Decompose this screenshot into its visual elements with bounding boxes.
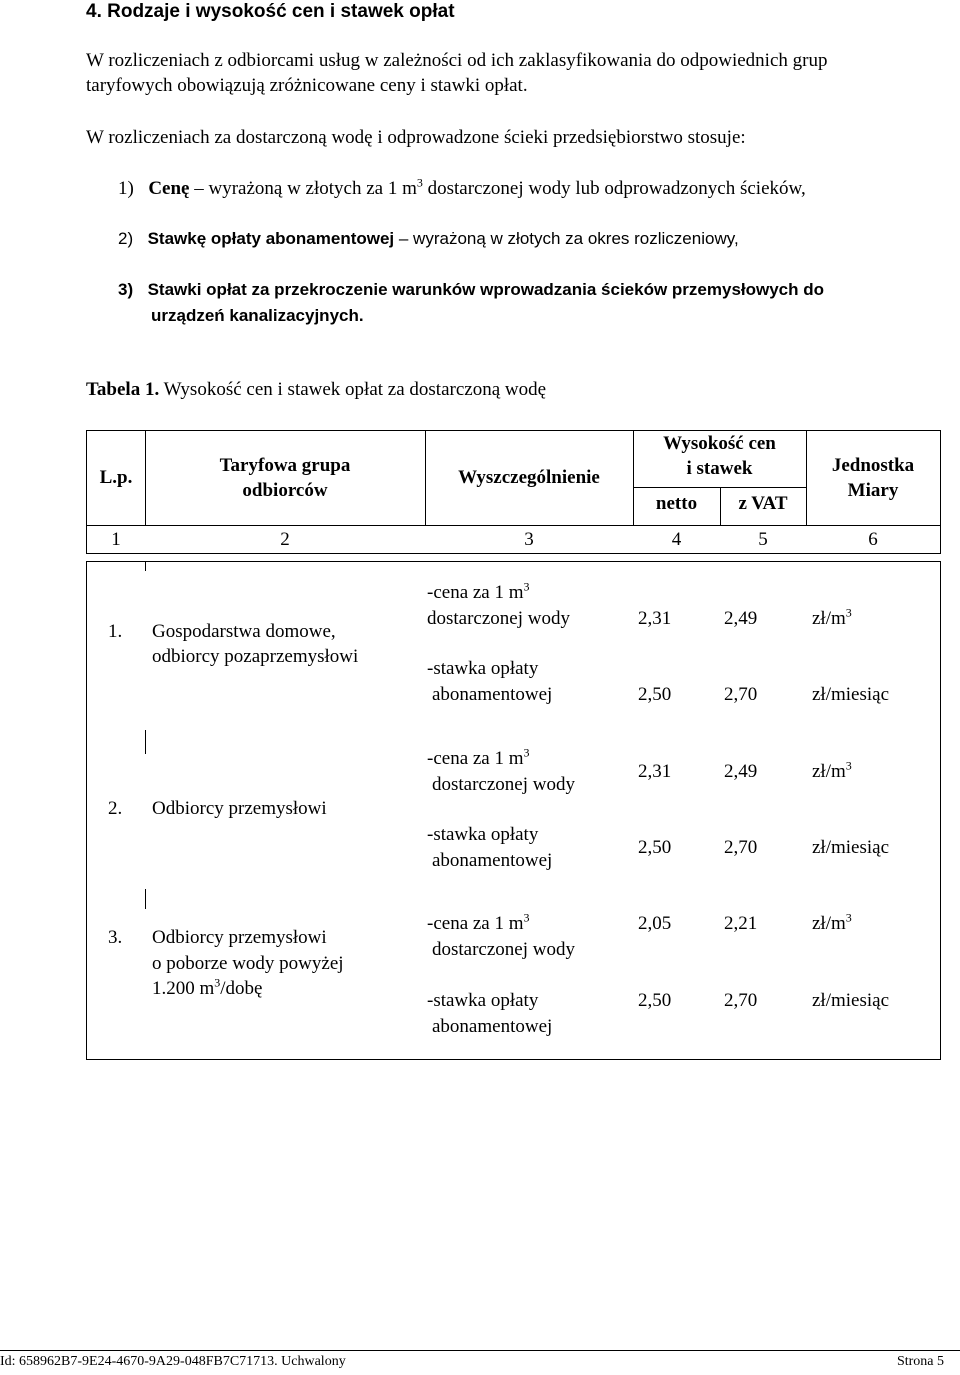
price-unit: $zł/m^3$	[812, 758, 852, 782]
row-price-label-2: dostarczonej wody	[432, 774, 575, 795]
row-group: 1.200 $m^3$/dobę	[152, 975, 263, 999]
row-price-label: -cena za 1 $m^3$	[427, 579, 530, 603]
row-price-label-2: dostarczonej wody	[427, 608, 570, 629]
caption-text: Wysokość cen i stawek opłat za dostarczoną wodę	[163, 379, 547, 400]
col-number: 4	[671, 529, 682, 550]
price-netto: 2,31	[638, 608, 672, 629]
list-text: – wyrażoną w złotych za 1 m	[189, 178, 417, 199]
header-netto: netto	[655, 493, 698, 514]
row-lp: 1.	[108, 621, 123, 642]
header-group-1: Taryfowa grupa	[219, 455, 351, 476]
price-netto: 2,05	[638, 913, 672, 934]
list-num: 2)	[118, 229, 134, 248]
row-group: odbiorcy pozaprzemysłowi	[152, 646, 359, 667]
price-vat: 2,49	[724, 608, 758, 629]
header-unit-2: Miary	[847, 480, 899, 501]
footer-id: Id: 658962B7-9E24-4670-9A29-048FB7C71713. Uchwalony	[0, 1354, 346, 1369]
header-vat: z VAT	[738, 493, 788, 514]
row-fee-label-2: abonamentowej	[432, 684, 553, 705]
fee-unit: zł/miesiąc	[812, 990, 890, 1011]
list-item-2	[118, 229, 739, 249]
list-bold: Stawkę opłaty abonamentowej	[147, 229, 395, 248]
price-netto: 2,31	[638, 761, 672, 782]
fee-vat: 2,70	[724, 837, 758, 858]
header-lp: L.p.	[99, 467, 133, 488]
header-price-1: Wysokość cen	[663, 433, 776, 454]
header-price-2: i stawek	[686, 458, 753, 479]
footer-page-number: Strona 5	[896, 1354, 944, 1369]
row-price-label: -cena za 1 $m^3$	[427, 910, 530, 934]
row-group: Gospodarstwa domowe,	[152, 621, 336, 642]
list-bold: Cenę	[148, 178, 190, 199]
price-vat: 2,21	[724, 913, 758, 934]
row-price-label-2: dostarczonej wody	[432, 939, 575, 960]
intro-line-2: taryfowych obowiązują zróżnicowane ceny i stawki opłat.	[86, 75, 528, 96]
header-group-2: odbiorców	[242, 480, 328, 501]
col-number: 6	[868, 529, 878, 550]
fee-unit: zł/miesiąc	[812, 837, 890, 858]
fee-vat: 2,70	[724, 990, 758, 1011]
row-fee-label-2: abonamentowej	[432, 850, 553, 871]
list-num: 3)	[118, 280, 134, 299]
row-group: Odbiorcy przemysłowi	[152, 927, 327, 948]
price-vat: 2,49	[724, 761, 758, 782]
header-spec: Wyszczególnienie	[458, 467, 600, 488]
footer-divider	[0, 1350, 960, 1351]
col-number: 2	[280, 529, 290, 550]
section-heading: 4. Rodzaje i wysokość cen i stawek opłat	[86, 1, 455, 22]
row-lp: 2.	[108, 798, 123, 819]
row-fee-label: -stawka opłaty	[427, 824, 539, 845]
header-unit-1: Jednostka	[831, 455, 915, 476]
row-fee-label: -stawka opłaty	[427, 658, 539, 679]
caption-label: Tabela 1.	[86, 379, 160, 400]
fee-netto: 2,50	[638, 684, 672, 705]
price-unit: $zł/m^3$	[812, 910, 852, 934]
fee-unit: zł/miesiąc	[812, 684, 890, 705]
price-unit: $zł/m^3$	[812, 605, 852, 629]
list-text: – wyrażoną w złotych za okres rozliczeniowy,	[394, 229, 739, 248]
list-num: 1)	[118, 178, 134, 199]
fee-vat: 2,70	[724, 684, 758, 705]
row-lp: 3.	[108, 927, 123, 948]
col-number: 3	[524, 529, 534, 550]
row-fee-label-2: abonamentowej	[432, 1016, 553, 1037]
col-number: 5	[758, 529, 768, 550]
list-text: Stawki opłat za przekroczenie warunków wprowadzania ścieków przemysłowych do	[147, 280, 825, 299]
col-number: 1	[111, 529, 121, 550]
superscript: 3	[416, 175, 423, 190]
intro-line-1: W rozliczeniach z odbiorcami usług w zależności od ich zaklasyfikowania do odpowiednich grup	[86, 50, 828, 71]
paragraph-2: W rozliczeniach za dostarczoną wodę i odprowadzone ścieki przedsiębiorstwo stosuje:	[86, 127, 746, 148]
list-text: dostarczonej wody lub odprowadzonych ścieków,	[422, 178, 806, 199]
list-item-3	[118, 280, 824, 300]
table-caption	[86, 379, 546, 401]
row-group: Odbiorcy przemysłowi	[152, 798, 327, 819]
list-item-1	[118, 175, 806, 200]
fee-netto: 2,50	[638, 990, 672, 1011]
list-item-3-cont: urządzeń kanalizacyjnych.	[151, 306, 364, 325]
row-group: o poborze wody powyżej	[152, 953, 344, 974]
row-fee-label: -stawka opłaty	[427, 990, 539, 1011]
fee-netto: 2,50	[638, 837, 672, 858]
row-price-label: -cena za 1 $m^3$	[427, 745, 530, 769]
